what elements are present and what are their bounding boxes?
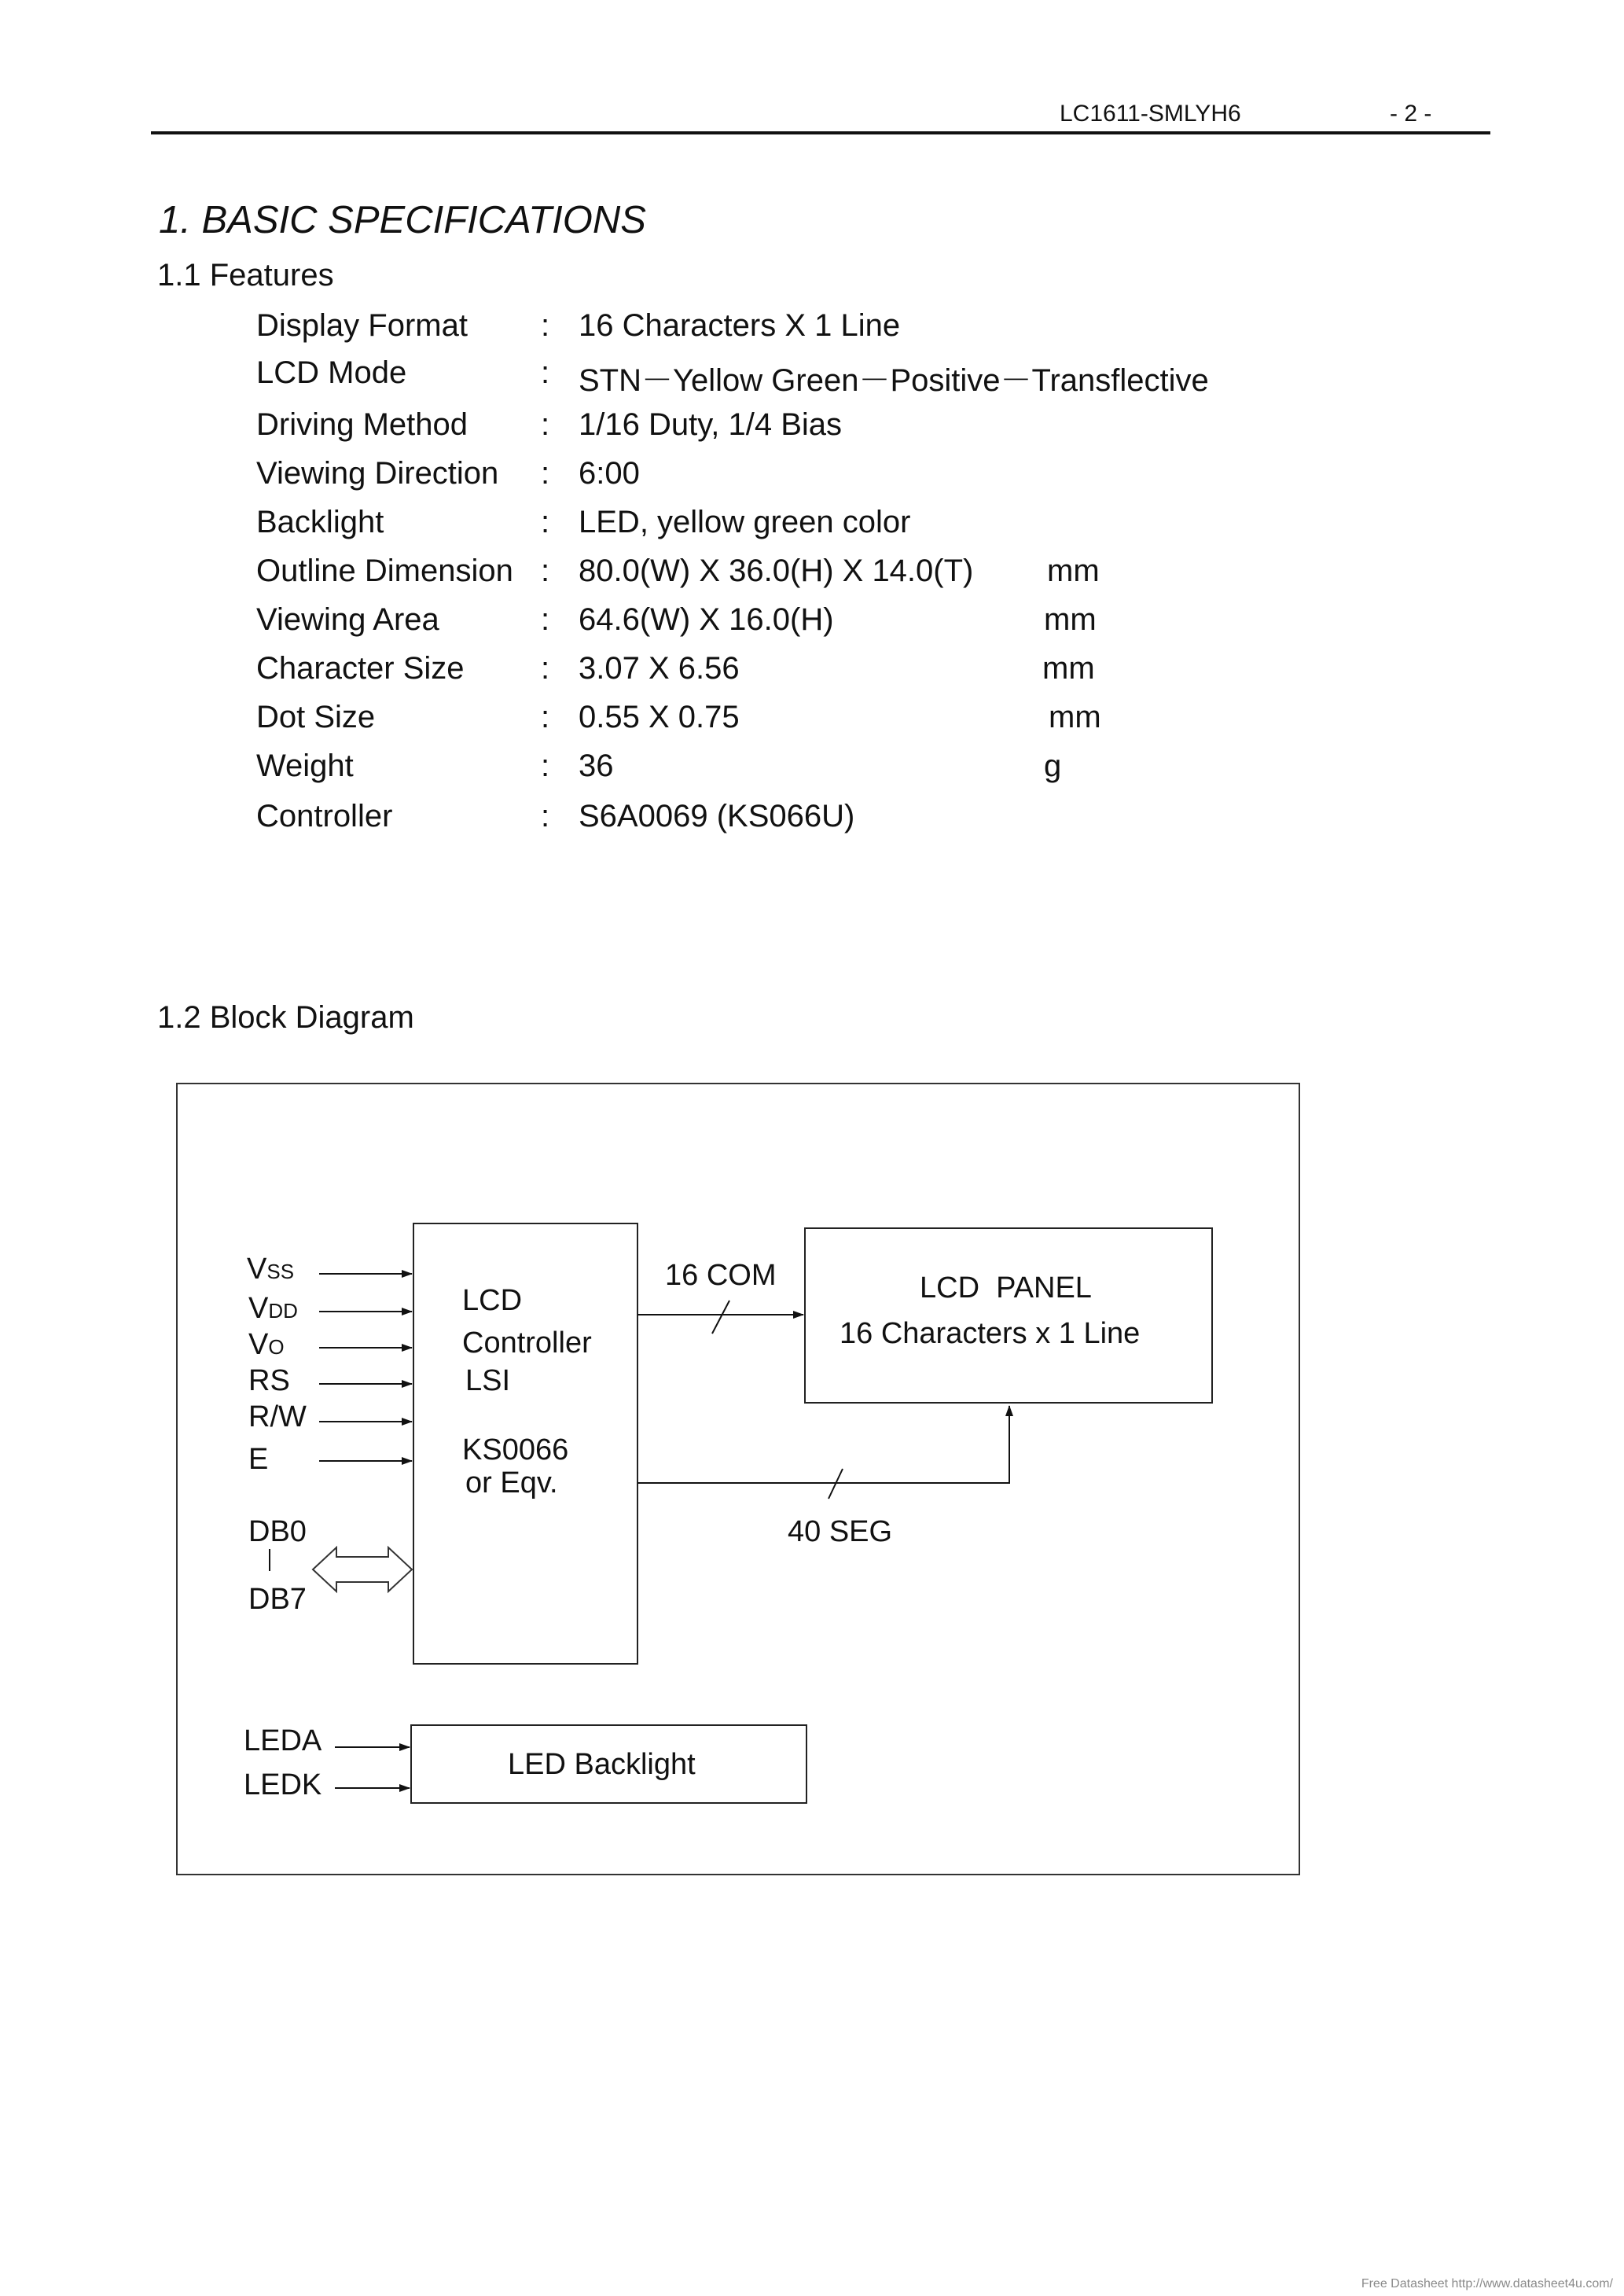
svg-text:VO: VO [248, 1328, 285, 1361]
spec-colon: : [541, 308, 550, 343]
svg-text:RS: RS [248, 1364, 290, 1397]
diagram-frame [177, 1084, 1299, 1875]
spec-colon: : [541, 700, 550, 734]
lcd-panel-box [805, 1228, 1212, 1403]
input-rw [248, 1400, 412, 1433]
spec-value: 6:00 [579, 456, 640, 491]
svg-text:E: E [248, 1443, 269, 1476]
spec-label: Weight [256, 749, 354, 783]
spec-value: S6A0069 (KS066U) [579, 799, 855, 833]
controller-line-4: KS0066 [462, 1433, 569, 1466]
spec-label: LCD Mode [256, 355, 407, 390]
spec-colon: : [541, 407, 550, 442]
spec-label: Character Size [256, 651, 465, 686]
section-title: 1. BASIC SPECIFICATIONS [159, 199, 646, 241]
controller-line-5: or Eqv. [465, 1466, 558, 1499]
spec-value: 0.55 X 0.75 [579, 700, 740, 734]
spec-colon: : [541, 799, 550, 833]
spec-label: Display Format [256, 308, 468, 343]
spec-unit: mm [1042, 651, 1095, 686]
seg-arrow [637, 1406, 1009, 1483]
svg-text:R/W: R/W [248, 1400, 307, 1433]
block-diagram-heading: 1.2 Block Diagram [157, 1000, 414, 1035]
spec-unit: mm [1049, 700, 1101, 734]
spec-unit: g [1044, 749, 1062, 783]
leda-label: LEDA [244, 1724, 322, 1757]
bus-db0-label: DB0 [248, 1515, 307, 1548]
com-label: 16 COM [665, 1259, 777, 1292]
spec-value: 16 Characters X 1 Line [579, 308, 901, 343]
spec-unit: mm [1044, 602, 1097, 637]
ledk-label: LEDK [244, 1768, 322, 1801]
spec-value: STN－Yellow Green－Positive－Transflective [579, 363, 1209, 398]
svg-text:VSS: VSS [247, 1253, 295, 1286]
led-backlight-label: LED Backlight [508, 1748, 696, 1781]
page-number: - 2 - [1390, 101, 1432, 127]
com-bus-slash [712, 1301, 729, 1334]
controller-line-2: Controller [462, 1326, 592, 1360]
svg-text:VDD: VDD [248, 1292, 298, 1325]
spec-colon: : [541, 749, 550, 783]
spec-value: 80.0(W) X 36.0(H) X 14.0(T) [579, 554, 974, 588]
spec-colon: : [541, 651, 550, 686]
spec-value: 36 [579, 749, 614, 783]
spec-colon: : [541, 505, 550, 539]
spec-value: 1/16 Duty, 1/4 Bias [579, 407, 842, 442]
spec-unit: mm [1047, 554, 1100, 588]
spec-colon: : [541, 456, 550, 491]
spec-value: 3.07 X 6.56 [579, 651, 740, 686]
input-vss [247, 1253, 412, 1286]
spec-label: Viewing Area [256, 602, 439, 637]
bus-db7-label: DB7 [248, 1583, 307, 1616]
input-vo [248, 1328, 412, 1361]
spec-value: LED, yellow green color [579, 505, 911, 539]
lcd-panel-subtitle: 16 Characters x 1 Line [840, 1317, 1141, 1350]
bus-double-arrow [313, 1547, 412, 1591]
lcd-panel-title: LCD PANEL [920, 1271, 1092, 1304]
spec-label: Outline Dimension [256, 554, 513, 588]
document-model-number: LC1611-SMLYH6 [1060, 101, 1241, 127]
input-rs [248, 1364, 412, 1397]
controller-line-1: LCD [462, 1284, 523, 1317]
spec-colon: : [541, 554, 550, 588]
features-heading: 1.1 Features [157, 258, 334, 293]
spec-label: Backlight [256, 505, 384, 539]
input-e [248, 1443, 412, 1476]
spec-label: Dot Size [256, 700, 376, 734]
footer-watermark: Free Datasheet http://www.datasheet4u.com/ [1361, 2277, 1613, 2290]
input-vdd [248, 1292, 412, 1325]
spec-colon: : [541, 355, 550, 390]
spec-value: 64.6(W) X 16.0(H) [579, 602, 834, 637]
spec-label: Controller [256, 799, 393, 833]
seg-label: 40 SEG [788, 1515, 893, 1548]
spec-label: Viewing Direction [256, 456, 499, 491]
controller-line-3: LSI [465, 1364, 511, 1397]
spec-label: Driving Method [256, 407, 468, 442]
spec-colon: : [541, 602, 550, 637]
